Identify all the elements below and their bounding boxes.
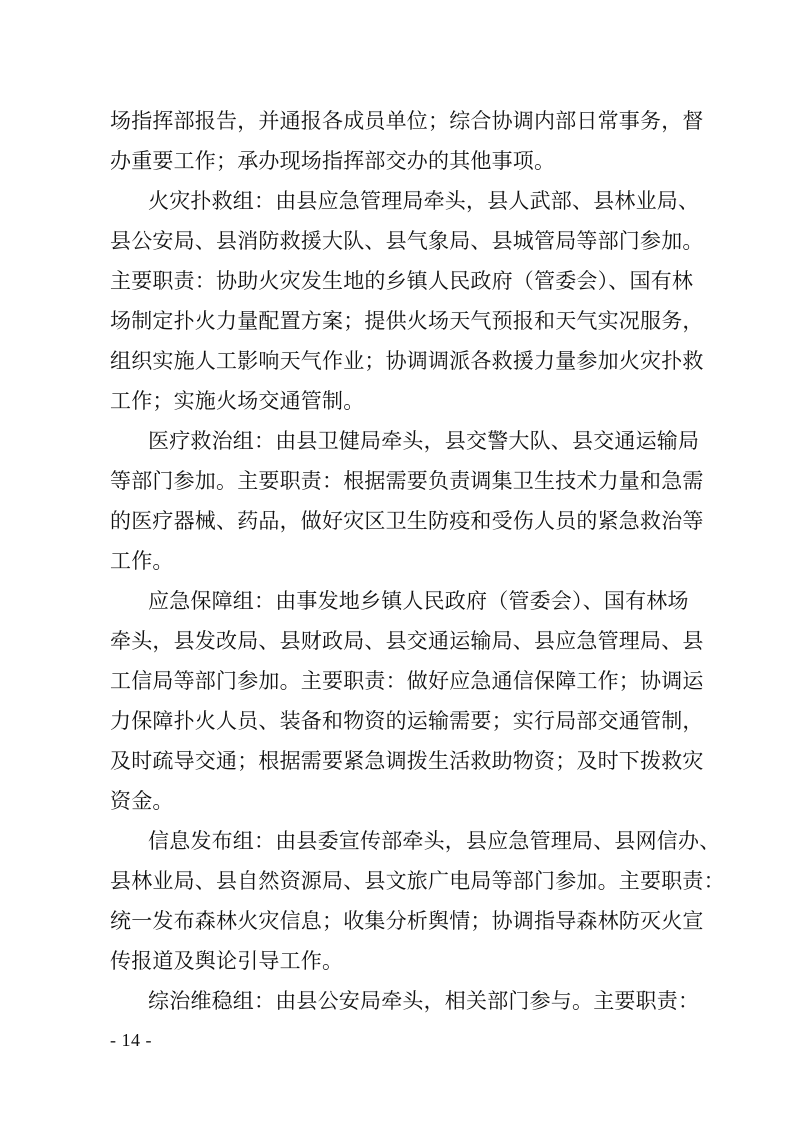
text-line: 等部门参加。主要职责：根据需要负责调集卫生技术力量和急需: [110, 469, 704, 493]
page-number: - 14 -: [110, 1030, 152, 1050]
text-line: 组织实施人工影响天气作业；协调调派各救援力量参加火灾扑救: [110, 349, 704, 373]
paragraph-first-line: 综治维稳组：由县公安局牵头，相关部门参与。主要职责：: [148, 989, 700, 1013]
text-line: 县林业局、县自然资源局、县文旅广电局等部门参加。主要职责：: [110, 869, 725, 893]
text-line: 工作。: [110, 549, 174, 573]
text-line: 力保障扑火人员、装备和物资的运输需要；实行局部交通管制，: [110, 709, 704, 733]
text-line: 主要职责：协助火灾发生地的乡镇人民政府（管委会）、国有林: [110, 269, 694, 293]
text-line: 传报道及舆论引导工作。: [110, 949, 344, 973]
text-line: 牵头，县发改局、县财政局、县交通运输局、县应急管理局、县: [110, 629, 704, 653]
text-line: 工信局等部门参加。主要职责：做好应急通信保障工作；协调运: [110, 669, 704, 693]
text-line: 办重要工作；承办现场指挥部交办的其他事项。: [110, 149, 556, 173]
text-line: 资金。: [110, 789, 174, 813]
text-line: 县公安局、县消防救援大队、县气象局、县城管局等部门参加。: [110, 229, 704, 253]
text-line: 的医疗器械、药品，做好灾区卫生防疫和受伤人员的紧急救治等: [110, 509, 704, 533]
paragraph-first-line: 医疗救治组：由县卫健局牵头，县交警大队、县交通运输局: [148, 429, 700, 453]
paragraph-first-line: 应急保障组：由事发地乡镇人民政府（管委会）、国有林场: [148, 589, 689, 613]
paragraph-first-line: 信息发布组：由县委宣传部牵头，县应急管理局、县网信办、: [148, 829, 721, 853]
paragraph-first-line: 火灾扑救组：由县应急管理局牵头，县人武部、县林业局、: [148, 189, 700, 213]
text-line: 工作；实施火场交通管制。: [110, 389, 365, 413]
text-line: 场制定扑火力量配置方案；提供火场天气预报和天气实况服务，: [110, 309, 704, 333]
text-line: 及时疏导交通；根据需要紧急调拨生活救助物资；及时下拨救灾: [110, 749, 704, 773]
text-line: 统一发布森林火灾信息；收集分析舆情；协调指导森林防灭火宣: [110, 909, 704, 933]
text-line: 场指挥部报告，并通报各成员单位；综合协调内部日常事务，督: [110, 109, 704, 133]
